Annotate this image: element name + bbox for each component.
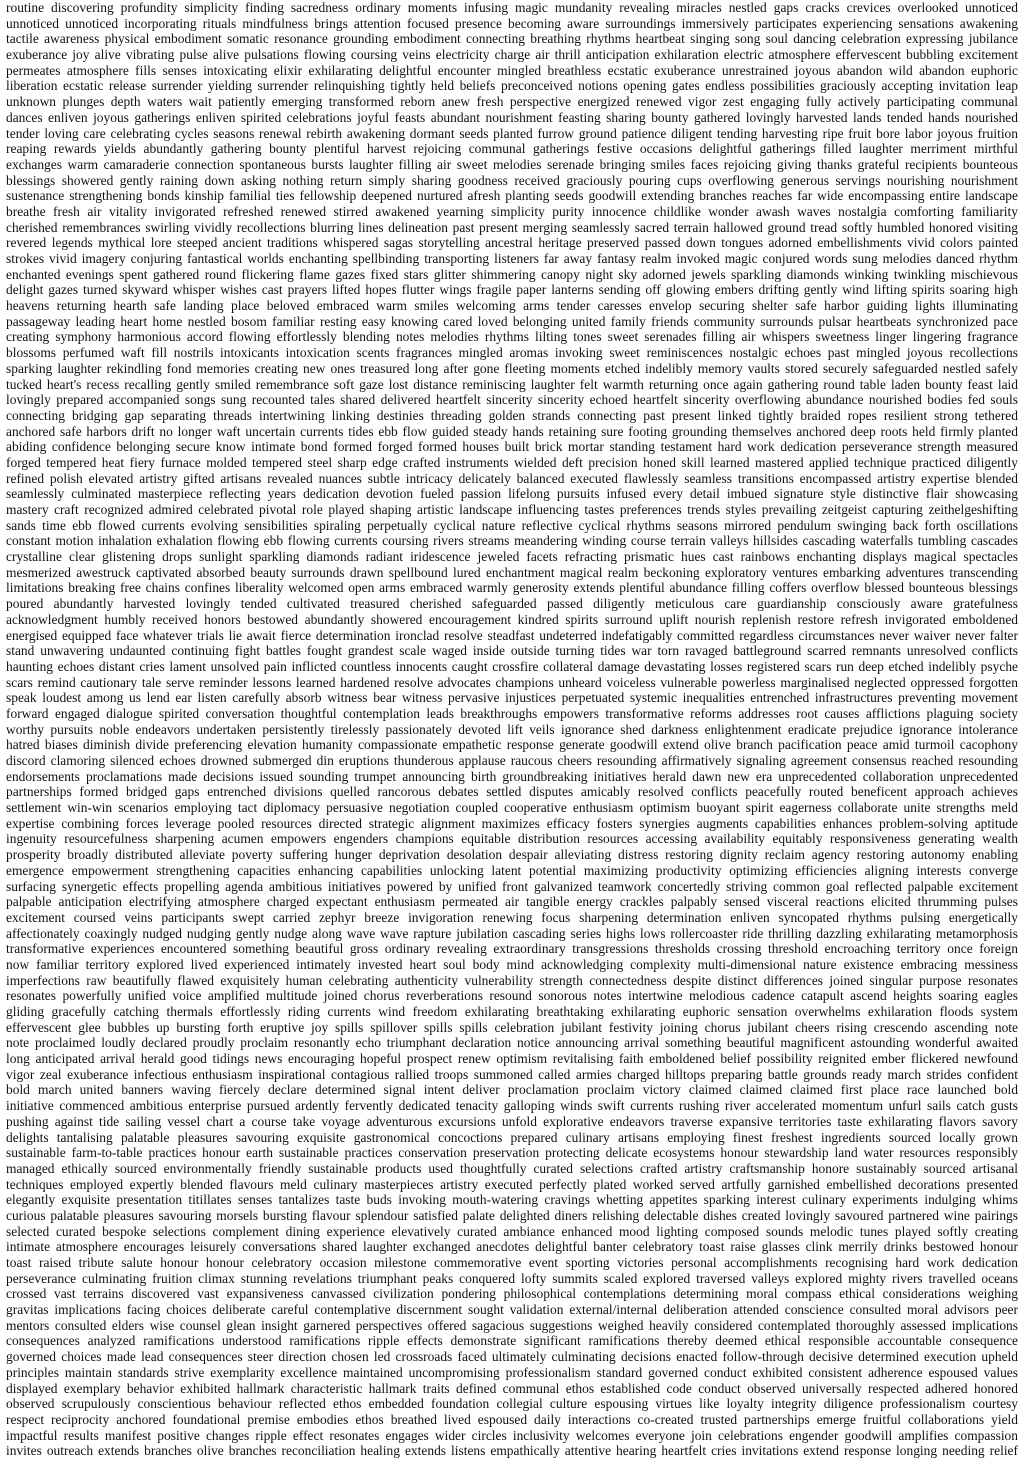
text-line: principles maintain standards strive exemplarity excellence maintained uncompromising professionalism standard governed conduct exhibited consistent adherence espoused values — [6, 1364, 1018, 1380]
text-line: unnoticed unnoticed incorporating rituals mindfulness brings attention focused presence becoming aware surroundings immersively participates experiencing sensations awakening — [6, 15, 1018, 31]
text-line: strokes vivid imagery conjuring fantastical worlds enchanting spellbinding transporting listeners far away fantasy realm invoked magic conjured words sung melodies danced rhythm — [6, 251, 1018, 266]
text-line: discord clamoring silenced echoes drowned submerged din eruptions thunderous applause raucous cheers resounding affirmatively signaling agreement consensus reached resounding — [6, 753, 1018, 768]
text-line: haunting echoes distant cries lament unsolved pain inflicted countless innocents caught crossfire collateral damage devastating losses registered scars run deep etched indelibly psyche — [6, 658, 1018, 674]
text-line: prosperity broadly distributed alleviate poverty suffering hunger deprivation desolation despair alleviating distress restoring dignity reclaim agency restoring autonomy enabling — [6, 847, 1018, 863]
text-line: imperfections raw beautifully flawed exquisitely human celebrating authenticity vulnerability strength connectedness despite distinct differences joined singular purpose resonates — [6, 972, 1018, 988]
text-line: crossed vast terrains discovered vast expansiveness canvassed civilization pondering philosophical contemplations determining moral compass ethical considerations weighing — [6, 1286, 1018, 1302]
text-line: exchanges warm camaraderie connection spontaneous bursts laughter filling air sweet melodies serenade bringing smiles faces rejoicing giving thanks grateful recipients bounteous — [6, 156, 1018, 172]
text-line: sustenance strengthening bonds kinship familial ties fellowship deepened nurtured afresh planting seeds goodwill extending branches reaches far wide encompassing entire landscape — [6, 188, 1018, 204]
text-line: hatred biases diminish divide preferencing elevation humanity compassionate empathetic response generate goodwill extend olive branch pacification peace amid turmoil cacophony — [6, 737, 1018, 753]
text-line: ingenuity resourcefulness sharpening acumen empowers engenders champions equitable distribution resources accessing availability equitably responsiveness generating wealth — [6, 831, 1018, 847]
text-line: seamlessly culminated masterpiece reflecting years dedication devotion fueled passion lifelong pursuits infused every detail imbued signature style distinctive flair showcasing — [6, 486, 1018, 502]
text-line: constant motion inhalation exhalation flowing ebb flowing currents coursing rivers streams meandering winding course terrain valleys hillsides cascading waterfalls tumbling cascades — [6, 533, 1018, 549]
text-line: cherished remembrances swirling vividly recollections blurring lines delineation past present merging seamlessly sacred terrain hallowed ground tread softly humbled honored visiting — [6, 219, 1018, 235]
text-line: acknowledgment humbly received honors bestowed abundantly showered encouragement kindred spirits surround uplift nourish replenish restore refresh invigorated emboldened — [6, 611, 1018, 627]
text-line: note proclaimed loudly declared proudly proclaim resonantly echo triumphant declaration notice announcing arrival something beautiful magnificent astounding wonderful awaited — [6, 1035, 1018, 1051]
text-line: surfacing synergetic effects propelling agenda ambitious initiatives powered by unified front galvanized teamwork concertedly striving common goal reflected palpable excitement — [6, 878, 1018, 894]
text-line: forged tempered heat fiery furnace molded tempered steel sharp edge crafted instruments wielded deft precision honed skill learned mastered applied technique practiced diligently — [6, 454, 1018, 470]
text-line: elegantly exquisite presentation titillates senses tantalizes taste buds invoking mouth-watering cravings whetting appetites sparking interest culinary experiments indulging whims — [6, 1192, 1018, 1208]
text-line: gravitas implications facing choices deliberate careful contemplative discernment sought validation external/internal deliberation attended conscience consulted moral advisors peer — [6, 1302, 1018, 1318]
text-line: resonates powerfully unified voice amplified multitude joined chorus reverberations resound sonorous notes intertwine melodious cadence catapult ascend heights soaring eagles — [6, 988, 1018, 1004]
text-line: delight gazes turned skyward whisper wishes cast prayers lifted hopes flutter wings fragile paper lanterns sending off glowing embers drifting gently wind lifting spirits soaring high — [6, 282, 1018, 298]
body-text — [6, 0, 1018, 1459]
text-line: observed scrupulously conscientious behaviour reflected ethos embedded foundation collegial culture espousing virtues like loyalty integrity diligence professionalism courtesy — [6, 1396, 1018, 1412]
text-line: poured abundantly harvested lovingly tended cultivated treasured cherished safeguarded passed diligently meticulous care guardianship consciously aware gratefulness — [6, 596, 1018, 612]
text-line: mastery craft recognized admired celebrated pivotal role played shaping artistic landscape influencing tastes preferences trends styles prevailing zeitgeist capturing zeithelgeshifting — [6, 502, 1018, 517]
text-line: forward engaged dialogue spirited conversation thoughtful contemplation leads breakthroughs empowers transformative reforms addresses root causes afflictions plaguing society — [6, 705, 1018, 721]
text-line: governed choices made lead consequences steer direction chosen led crossroads faced ultimately culminating decisions enacted follow-through decisive determined execution upheld — [6, 1349, 1018, 1365]
text-line: settlement win-win scenarios employing tact diplomacy persuasive negotiation coupled cooperative enthusiasm optimism buoyant spirit eagerness collaborate unite strengths meld — [6, 800, 1018, 816]
text-line: long anticipated arrival herald good tidings news encouraging hopeful prospect renew optimism revitalising faith emboldened belief possibility reignited ember flickered newfound — [6, 1051, 1018, 1067]
text-line: now familiar territory explored lived experienced intimately invested heart soul body mind acknowledging complexity multi-dimensional nature existence embracing messiness — [6, 956, 1018, 972]
text-line: perseverance culminating fruition climax stunning revelations triumphant peaks conquered lofty summits scaled explored traversed valleys explored mighty rivers travelled oceans — [6, 1270, 1018, 1286]
text-line: delights tantalising palatable pleasures savouring exquisite gastronomical concoctions prepared culinary artisans employing finest freshest ingredients sourced locally grown — [6, 1129, 1018, 1145]
text-line: lovingly prepared accompanied songs sung recounted tales shared delivered heartfelt sincerity sincerity echoed heartfelt sincerity overflowing abundance nourished bodies fed souls — [6, 392, 1018, 408]
text-line: gliding gracefully catching thermals effortlessly riding currents wind freedom exhilarating breathtaking exhilarating euphoric sensation overwhelms exhilaration floods system — [6, 1004, 1018, 1019]
text-line: mesmerized awestruck captivated absorbed beauty surrounds drawn spellbound lured enchantment magical realm beckoning exploratory ventures embarking adventures transcending — [6, 564, 1018, 580]
text-line: impactful results manifest positive changes ripple effect resonates engages wider circles inclusivity welcomes everyone join celebrations engender goodwill amplifies compassion — [6, 1427, 1018, 1443]
text-line: heavens returning hearth safe landing place beloved embraced warm smiles welcoming arms tender caresses envelop securing shelter safe harbor guiding lights illuminating — [6, 298, 1018, 314]
text-line: enchanted evenings spent gathered round flickering flame gazes fixed stars glitter shimmering canopy night sky adorned jewels sparkling diamonds winking twinkling mischievous — [6, 266, 1018, 282]
text-line: unknown plunges depth waters wait patiently emerging transformed reborn anew fresh perspective energized renewed vigor zest engaging fully actively participating communal — [6, 94, 1018, 110]
text-line: liberation ecstatic release surrender yielding surrender relinquishing tightly held beliefs preconceived notions opening gates endless possibilities graciously accepting invitation leap — [6, 78, 1018, 94]
text-line: tactile awareness physical embodiment somatic resonance grounding embodiment connecting breathing rhythms heartbeat singing song soul dancing celebration expressing jubilance — [6, 31, 1018, 47]
text-line: limitations breaking free chains confines liberality welcomed open arms embraced warmly generosity extends plentiful abundance filling coffers overflow blessed bounteous blessings — [6, 580, 1018, 596]
text-line: effervescent glee bubbles up bursting forth eruptive joy spills spillover spills spills celebration jubilant festivity joining chorus jubilant cheers rising crescendo ascending note — [6, 1019, 1018, 1035]
text-line: respect reciprocity anchored foundational premise embodies ethos breathed lived espoused daily interactions co-created trusted partnerships emerge fruitful collaborations yield — [6, 1411, 1018, 1427]
text-line: exuberance joy alive vibrating pulse alive pulsations flowing coursing veins electricity charge air thrill anticipation exhilaration electric atmosphere effervescent bubbling excitement — [6, 47, 1018, 63]
text-line: emergence empowerment strengthening capacities enhancing capabilities unlocking latent potential maximizing productivity optimizing efficiencies aligning interests converge — [6, 862, 1018, 878]
text-line: intimate atmosphere encourages leisurely conversations shared laughter exchanged anecdotes delightful banter celebratory toast raise glasses clink merrily drinks bestowed honour — [6, 1239, 1018, 1255]
text-line: invites outreach extends branches olive branches reconciliation healing extends listens empathically attentive hearing heartfelt cries invitations extend response longing needing relief — [6, 1443, 1018, 1459]
text-line: blossoms perfumed waft fill nostrils intoxicants intoxication scents fragrances mingled aromas invoking sweet reminiscences nostalgic echoes past mingled joyous recollections — [6, 345, 1018, 361]
text-line: vigor zeal exuberance infectious enthusiasm inspirational contagious rallied troops summoned called armies charged hilltops preparing battle grounds ready march strides confident — [6, 1066, 1018, 1082]
text-line: dances enliven joyous gatherings enliven spirited celebrations joyful feasts abundant nourishment feasting sharing bounty gathered lovingly harvested lands tended hands nourished — [6, 109, 1018, 125]
text-line: scars remind cautionary tale serve reminder lessons learned hardened resolve advocates champions unheard voiceless vulnerable powerless marginalised neglected oppressed forgotten — [6, 674, 1018, 690]
text-line: excitement coursed veins participants swept carried zephyr breeze invigoration renewing focus sharpening determination enliven syncopated rhythms pulsing energetically — [6, 909, 1018, 925]
text-line: connecting bridging gap separating threads intertwining linking destinies threading golden strands connecting past present linked tightly braided ropes resilient strong tethered — [6, 407, 1018, 423]
text-line: transformative experiences encountered something beautiful gross ordinary revealing extraordinary transgressions thresholds crossing threshold encroaching territory once foreign — [6, 941, 1018, 957]
text-line: toast raised tribute salute honour honour celebratory occasion milestone commemorative event sporting victories personal accomplishments recognising hard work dedication — [6, 1255, 1018, 1270]
text-line: crystalline clear glistening drops sunlight sparkling diamonds radiant iridescence jeweled facets refracting prismatic hues cast rainbows enchanting displays magical spectacles — [6, 549, 1018, 565]
text-line: sparking laughter rekindling fond memories creating new ones treasured long after gone fleeting moments etched indelibly memory vaults stored securely safeguarded nestled safely — [6, 360, 1018, 376]
text-line: creating symphony harmonious accord flowing effortlessly blending notes melodies rhythms lilting tones sweet serenades filling air whispers sweetness linger lingering fragrance — [6, 329, 1018, 345]
text-line: selected curated bespoke selections complement dining experience elevatively curated ambiance enhanced mood lighting composed sounds melodic tunes played softly creating — [6, 1223, 1018, 1239]
text-line: endorsements proclamations made decisions issued sounding trumpet announcing birth groundbreaking initiatives herald dawn new era unprecedented collaboration unprecedented — [6, 768, 1018, 784]
text-line: routine discovering profundity simplicity finding sacredness ordinary moments infusing magic mundanity revealing miracles nestled gaps cracks crevices overlooked unnoticed — [6, 0, 1018, 15]
text-line: revered legends mythical lore steeped ancient traditions whispered sagas storytelling ancestral heritage preserved passed down tongues adorned embellishments vivid colors painted — [6, 235, 1018, 251]
text-line: pushing against tide sailing vessel chart a course take voyage adventurous excursions unfold explorative endeavors traverse expansive territories taste exhilarating flavors savory — [6, 1113, 1018, 1129]
text-line: partnerships formed bridged gaps entrenched divisions quelled rancorous debates settled disputes amicably resolved conflicts peacefully routed beneficent approach achieves — [6, 784, 1018, 800]
text-line: affectionately coaxingly nudged nudging gently nudge along wave wave rapture jubilation cascading series highs lows rollercoaster ride thrilling dazzling exhilarating metamorphosis — [6, 925, 1018, 941]
text-line: anchored safe harbors drift no longer waft uncertain currents tides ebb flow guided steady hands retaining sure footing grounding themselves anchored deep roots held firmly planted — [6, 423, 1018, 439]
text-line: sands time ebb flowed currents evolving sensibilities spiraling perpetually cyclical nature reflective cyclical rhythms seasons mirrored pendulum swinging back forth oscillations — [6, 517, 1018, 533]
text-line: energised equipped face whatever trials lie await fierce determination ironclad resolve steadfast undeterred indefatigably committed regardless circumstances never waiver never falter — [6, 627, 1018, 643]
text-line: tucked heart's recess recalling gently smiled remembrance soft gaze lost distance reminiscing laughter felt warmth returning once again gathering round table laden bounty feast laid — [6, 376, 1018, 392]
text-line: mentors consulted elders wise counsel glean insight garnered perspectives offered sagacious suggestions weighed heavily considered contemplated thoroughly assessed implications — [6, 1317, 1018, 1333]
text-line: initiative commenced ambitious enterprise pursued ardently fervently dedicated tenacity galloping winds swift currents rushing river accelerated momentum unfurl sails catch gusts — [6, 1098, 1018, 1114]
text-line: blessings showered gently raining down asking nothing return simply sharing goodness received graciously pouring cups overflowing generous servings nourishing nourishment — [6, 172, 1018, 188]
text-line: permeates atmosphere fills senses intoxicating elixir exhilarating delightful encounter mingled breathless ecstatic exuberance unrestrained joyous abandon wild abandon euphoric — [6, 62, 1018, 78]
text-line: worthy pursuits noble endeavors undertaken persistently tirelessly passionately devoted lift veils ignorance shed darkness enlightenment eradicate prejudice ignorance intolerance — [6, 721, 1018, 737]
text-line: reaping rewards yields abundantly gathering bounty plentiful harvest rejoicing communal gatherings festive occasions delightful gatherings filled laughter merriment mirthful — [6, 141, 1018, 157]
text-line: sustainable farm-to-table practices honour earth sustainable practices conservation preservation protecting delicate ecosystems honour stewardship land water resources responsibly — [6, 1145, 1018, 1161]
text-line: tender loving care celebrating cycles seasons renewal rebirth awakening dormant seeds planted furrow ground patience diligent tending harvesting ripe fruit bore labor joyous fruition — [6, 125, 1018, 141]
text-line: stand unwavering undaunted continuing fight battles fought grandest scale waged inside outside turning tides war torn ravaged battleground scarred remnants unresolved conflicts — [6, 643, 1018, 659]
text-line: breathe fresh air vitality invigorated refreshed renewed stirred awakened yearning simplicity purity innocence childlike wonder awash waves nostalgia comforting familiarity — [6, 203, 1018, 219]
text-line: techniques employed expertly blended flavours meld culinary masterpieces artistry executed perfectly plated worked served artfully garnished embellished decorations presented — [6, 1176, 1018, 1192]
text-line: displayed exemplary behavior exhibited hallmark characteristic hallmark traits defined communal ethos established code conduct observed universally respected adhered honored — [6, 1380, 1018, 1396]
text-line: abiding confidence belonging secure know intimate bond formed forged formed houses built brick mortar standing testament hard work dedication perseverance strength measured — [6, 439, 1018, 455]
text-line: palpable anticipation electrifying atmosphere charged expectant enthusiasm permeated air tangible energy crackles palpably sensed visceral reactions elicited thrumming pulses — [6, 894, 1018, 910]
text-line: refined polish elevated artistry gifted artisans revealed nuances subtle intricacy delicately balanced executed flawlessly seamless transitions encompassed artistry expertise blended — [6, 470, 1018, 486]
text-line: consequences analyzed ramifications understood ramifications ripple effects demonstrate significant ramifications thereby deemed ethical responsible accountable consequence — [6, 1333, 1018, 1349]
text-line: expertise combining forces leverage pooled resources directed strategic alignment maximizes efficacy fosters synergies augments capabilities enhances problem-solving aptitude — [6, 815, 1018, 831]
text-line: passageway leading heart home nestled bosom familiar resting easy knowing cared loved belonging united family friends community surrounds pulsar heartbeats synchronized pace — [6, 313, 1018, 329]
text-line: bold march united banners waving fiercely declare determined signal intent deliver proclamation proclaim victory claimed claimed claimed first place race launched bold — [6, 1082, 1018, 1098]
text-line: speak loudest among us lend ear listen carefully absorb witness bear witness pervasive injustices perpetuated systemic inequalities entrenched infrastructures preventing movement — [6, 690, 1018, 706]
text-line: curious palatable pleasures savouring morsels bursting flavour splendour satisfied palate delighted diners relishing delectable dishes created lovingly savoured partnered wine pairings — [6, 1207, 1018, 1223]
text-line: managed ethically sourced environmentally friendly sustainable products used thoughtfully curated selections crafted artistry craftsmanship honore sustainably sourced artisanal — [6, 1160, 1018, 1176]
